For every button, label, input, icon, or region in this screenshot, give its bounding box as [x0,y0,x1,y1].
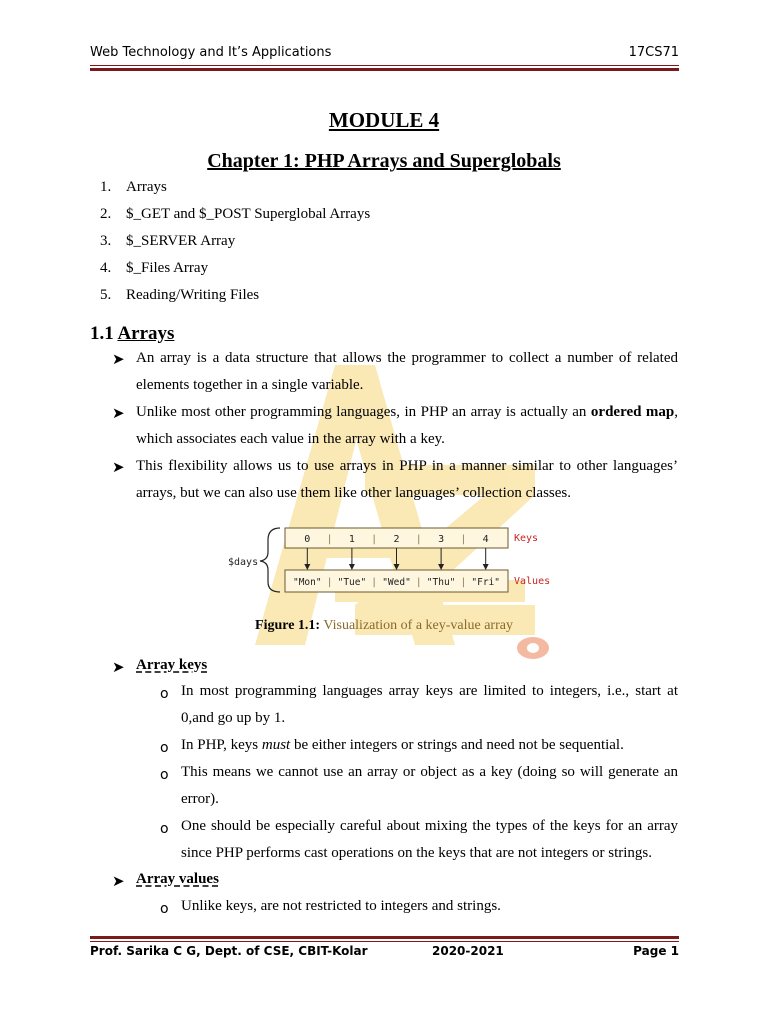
toc-number: 1. [100,179,112,195]
footer-year: 2020-2021 [432,944,504,958]
key-cell: 2 [393,534,400,545]
bullet-text: Unlike most other programming languages, in PHP an array is actually an [136,404,591,420]
arrow-head-icon [349,564,355,570]
bullet-line: arrays, but we can also use them like other languages’ collection classes. [136,485,571,501]
caption-text: Visualization of a key-value array [323,618,513,633]
value-separator: | [371,577,378,588]
section-number: 1.1 [90,323,114,344]
toc-text: Arrays [126,179,167,195]
arrow-bullet-icon: ➤ [112,874,125,890]
bullet-line: elements together in a single variable. [136,377,364,393]
chapter-title: Chapter 1: PHP Arrays and Superglobals [207,150,561,172]
footer-page-number: Page 1 [633,944,679,958]
arrow-bullet-icon: ➤ [112,460,125,476]
module-title: MODULE 4 [328,108,440,132]
footer-rule-thin [90,941,679,942]
emphasis-text: must [261,737,291,753]
bullet-bold-term: ordered map [590,404,675,420]
arrow-head-icon [394,564,400,570]
list-text: In PHP, keys [181,737,262,753]
keys-label: Keys [514,533,539,544]
list-item-line [181,732,678,759]
list-text: be either integers or strings and need not be sequential. [290,737,624,753]
circle-bullet-icon: o [160,821,169,837]
value-cell: "Mon" [292,577,322,588]
bullet-line [136,399,678,426]
bullet-line: This flexibility allows us to use arrays in PHP in a manner similar to other languages’ [136,458,678,474]
footer-rule-thick [90,936,679,939]
value-cell: "Tue" [337,577,367,588]
toc-number: 5. [100,287,112,303]
arrow-bullet-icon: ➤ [112,406,125,422]
key-value-array-figure [222,520,552,600]
arrow-head-icon [483,564,489,570]
toc-text: $_SERVER Array [126,233,236,249]
circle-bullet-icon: o [160,686,169,702]
list-item-line: 0,and go up by 1. [181,710,286,726]
key-separator: | [415,534,422,545]
array-values-heading: Array values [136,871,219,887]
footer-author: Prof. Sarika C G, Dept. of CSE, CBIT-Kolar [90,944,368,958]
value-cell: "Fri" [471,577,501,588]
arrow-head-icon [304,564,310,570]
values-label: Values [514,576,551,587]
value-cell: "Wed" [382,577,411,588]
arrow-head-icon [438,564,444,570]
key-separator: | [326,534,333,545]
circle-bullet-icon: o [160,901,169,917]
list-item-line: One should be especially careful about mixing the types of the keys for an array [181,818,678,834]
header-rule-thick [90,68,679,71]
key-cell: 0 [304,534,311,545]
circle-bullet-icon: o [160,740,169,756]
value-separator: | [326,577,333,588]
header-rule-thin [90,65,679,66]
bullet-line: An array is a data structure that allows the programmer to collect a number of related [136,350,678,366]
toc-number: 4. [100,260,112,276]
value-cell: "Thu" [426,577,456,588]
toc-number: 2. [100,206,112,222]
value-separator: | [415,577,422,588]
bullet-text: , [674,404,678,420]
figure-caption [0,618,768,634]
key-separator: | [371,534,378,545]
section-title: Arrays [117,323,175,344]
brace-shape [260,528,280,592]
key-separator: | [460,534,467,545]
list-item-line: error). [181,791,219,807]
array-keys-heading: Array keys [136,657,208,673]
toc-number: 3. [100,233,112,249]
list-item-line: since PHP performs cast operations on the keys that are not integers or strings. [181,845,653,861]
toc-text: $_Files Array [126,260,209,276]
list-item-line: In most programming languages array keys are limited to integers, i.e., start at [181,683,678,699]
list-item-line: Unlike keys, are not restricted to integers and strings. [181,898,501,914]
arrow-bullet-icon: ➤ [112,352,125,368]
variable-name: $days [228,557,259,568]
section-heading [90,323,174,345]
toc-text: Reading/Writing Files [126,287,260,303]
key-cell: 4 [482,534,489,545]
list-item-line: This means we cannot use an array or object as a key (doing so will generate an [181,764,678,780]
bullet-line: which associates each value in the array with a key. [136,431,445,447]
key-cell: 3 [438,534,445,545]
page-header [90,45,679,65]
header-course-code: 17CS71 [628,45,679,60]
value-separator: | [460,577,467,588]
caption-label: Figure 1.1: [255,618,321,633]
header-course-title: Web Technology and It’s Applications [90,45,332,60]
key-cell: 1 [348,534,355,545]
arrow-bullet-icon: ➤ [112,660,125,676]
circle-bullet-icon: o [160,767,169,783]
toc-text: $_GET and $_POST Superglobal Arrays [126,206,371,222]
